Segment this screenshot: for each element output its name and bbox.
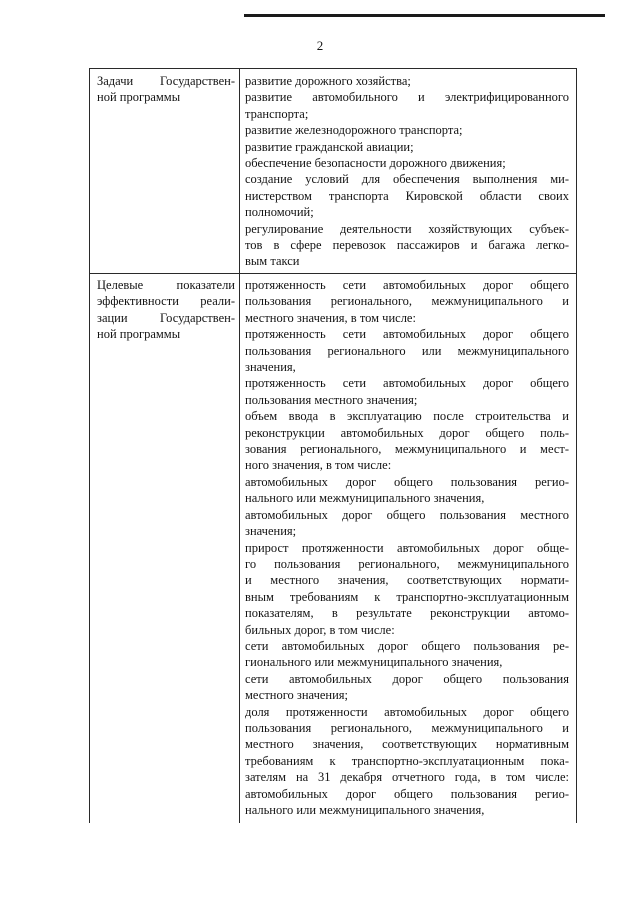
content-line: пользования регионального, межмуниципального и [245,294,569,309]
content-line: и местного значения, соответствующих нормати- [245,573,569,588]
content-line: обеспечение безопасности дорожного движения; [245,156,506,171]
content-line: доля протяженности автомобильных дорог общего [245,704,569,719]
content-line: местного значения, в том числе: [245,310,416,325]
content-line: развитие автомобильного и электрифицированного [245,90,569,105]
content-line: протяженность сети автомобильных дорог общего [245,327,569,342]
page-number: 2 [316,38,324,53]
content-line: пользования местного значения; [245,392,418,407]
content-line: местного значения, соответствующих нормативным [245,737,569,752]
content-line: гионального или межмуниципального значения, [245,655,503,670]
content-line: нального или межмуниципального значения, [245,803,485,817]
content-line: значения; [245,524,297,539]
content-line: вым такси [245,254,300,269]
row-divider [90,273,576,274]
program-passport-table [89,68,577,823]
content-line: ного значения, в том числе: [245,458,392,473]
content-line: значения, [245,360,296,375]
content-line: пользования регионального или межмуниципального [245,343,569,358]
row-tasks-label [97,73,235,106]
column-divider [239,69,240,823]
content-line: сети автомобильных дорог общего пользования ре- [245,638,569,653]
label-line: Целевые показатели [97,278,235,292]
content-line: протяженность сети автомобильных дорог общего [245,278,569,292]
content-line: автомобильных дорог общего пользования регио- [245,474,569,489]
content-line: бильных дорог, в том числе: [245,622,395,637]
content-line: объем ввода в эксплуатацию после строительства и [245,409,569,424]
content-line: протяженность сети автомобильных дорог общего [245,376,569,391]
content-line: развитие железнодорожного транспорта; [245,123,463,138]
content-line: реконструкции автомобильных дорог общего поль- [245,425,569,440]
content-line: пользования регионального, межмуниципального и [245,720,569,735]
header-rule [244,14,605,17]
label-line: ной программы [97,90,181,105]
content-line: тов в сфере перевозок пассажиров и багажа легко- [245,238,569,253]
content-line: прирост протяженности автомобильных дорог обще- [245,540,569,555]
content-line: го пользования регионального, межмуниципального [245,556,569,571]
label-line: эффективности реали- [97,294,235,309]
content-line: транспорта; [245,106,309,121]
content-line: развитие дорожного хозяйства; [245,74,411,88]
content-line: вным требованиям к транспортно-эксплуатационным [245,589,569,604]
content-line: требованиям к транспортно-эксплуатационным пока- [245,753,569,768]
content-line: создание условий для обеспечения выполнения ми- [245,172,569,187]
content-line: развитие гражданской авиации; [245,139,414,154]
content-line: полномочий; [245,205,314,220]
content-line: нистерством транспорта Кировской области своих [245,188,569,203]
content-line: автомобильных дорог общего пользования регио- [245,786,569,801]
row-indicators-content [245,277,569,818]
content-line: показателям, в результате реконструкции автомо- [245,606,569,621]
label-line: ной программы [97,327,181,342]
content-line: зования регионального, межмуниципального и мест- [245,442,569,457]
content-line: автомобильных дорог общего пользования местного [245,507,569,522]
content-line: зателям на 31 декабря отчетного года, в том числе: [245,770,569,785]
row-indicators-label [97,277,235,343]
row-tasks-content [245,73,569,270]
content-line: местного значения; [245,688,349,703]
content-line: сети автомобильных дорог общего пользования [245,671,569,686]
label-line: зации Государствен- [97,310,235,325]
label-line: Задачи Государствен- [97,74,235,88]
content-line: нального или межмуниципального значения, [245,491,485,506]
content-line: регулирование деятельности хозяйствующих субъек- [245,221,569,236]
